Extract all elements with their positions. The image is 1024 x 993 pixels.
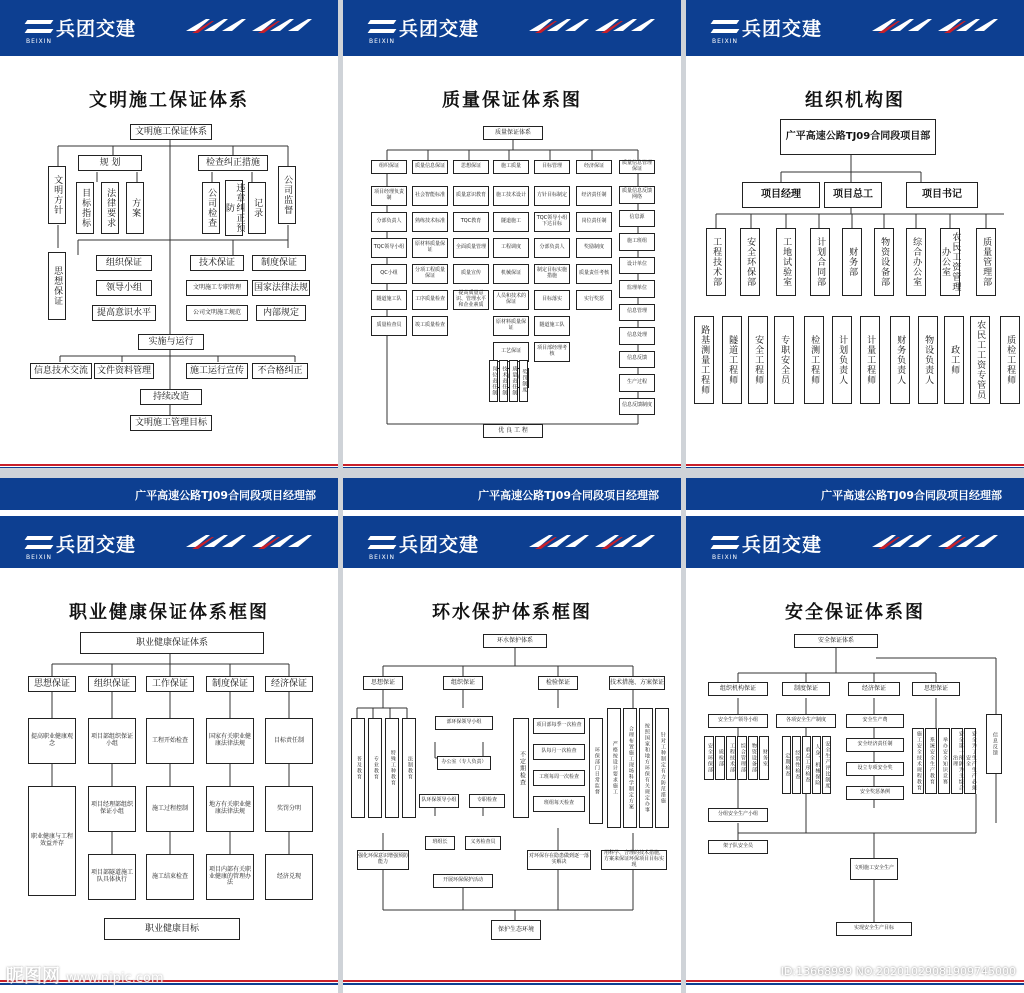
plan-item: 法律要求 <box>101 182 119 234</box>
row2-item: 施工过程控制 <box>146 786 194 832</box>
check-item: 公司检查 <box>202 182 220 234</box>
column-item: 熟练技术标准 <box>412 212 448 232</box>
awareness-box: 提高意识水平 <box>92 305 156 321</box>
column-item: 信息管理 <box>619 304 655 322</box>
page-title: 环水保护体系框图 <box>432 602 592 623</box>
think-item: 普及教育 <box>351 718 365 818</box>
column-item: 工序质量检查 <box>412 290 448 310</box>
panel-environmental-protection <box>343 478 681 993</box>
watermark: 昵图网 www.nipic.com <box>6 966 164 987</box>
staff-box: 农民工工资专管员 <box>970 316 990 404</box>
column-item: 项目经理负责制 <box>371 186 407 206</box>
row1-item: 工程开始检查 <box>146 718 194 764</box>
brand-logo: 兵团交建 <box>712 12 822 42</box>
brand-logo: 兵团交建 <box>26 528 136 558</box>
org-vertical-item: 综合管理部 <box>737 736 747 780</box>
column-head: 经济保证 <box>265 676 313 692</box>
column-head: 组织机构保证 <box>708 682 768 696</box>
system-item: 各项安全生产制度 <box>776 714 836 728</box>
org-vertical-item: 财务室 <box>759 736 769 780</box>
column-item: 提高质量意识、管理水平和企业素质 <box>453 290 489 310</box>
bottom-stripe <box>343 462 681 468</box>
staff-box: 检测工程师 <box>804 316 824 404</box>
row2-item: 职业健康与工程效益并存 <box>28 786 76 896</box>
bottom-item: 信息技术交流 <box>30 363 92 379</box>
department-box: 质量管理部 <box>976 228 996 296</box>
column-item: TQC领导小组 <box>371 238 407 258</box>
tech-item: 公司文明施工规范 <box>186 305 248 321</box>
org-vertical-item: 物资设备部 <box>748 736 758 780</box>
goal-box: 优 良 工 程 <box>483 424 543 438</box>
panel-civilized-construction <box>0 0 338 468</box>
column-item: 信息反馈制度 <box>619 398 655 416</box>
org-item: 分组安全生产小组 <box>708 808 768 822</box>
root-box: 质量保证体系 <box>483 126 543 140</box>
check-box: 检查纠正措施 <box>198 155 268 171</box>
civil-box: 文明施工安全生产 <box>850 858 898 880</box>
column-item: 质量责任考核 <box>576 264 612 284</box>
column-head: 经济保证 <box>848 682 900 696</box>
bottom-stripe <box>343 978 681 987</box>
row2-item: 项目经理部组织保证小组 <box>88 786 136 832</box>
economy-item: 安全奖惩条例 <box>846 786 904 800</box>
brand-sub: BEIXIN <box>712 38 739 45</box>
staff-box: 计量工程师 <box>860 316 880 404</box>
department-box: 综合办公室 <box>906 228 926 296</box>
department-box: 财务部 <box>842 228 862 296</box>
column-head: 思想保证 <box>912 682 960 696</box>
bottom-stripe <box>0 462 338 468</box>
check-item: 班组每天检查 <box>533 796 585 812</box>
bottom-item: 不合格纠正 <box>252 363 308 379</box>
tech-item: 针对工种制定有力防范措施 <box>655 708 669 828</box>
brand-sub: BEIXIN <box>369 38 396 45</box>
improve-box: 持续改造 <box>140 389 202 405</box>
staff-box: 质检工程师 <box>1000 316 1020 404</box>
think-vertical-item: 施工安全技术规程教育 <box>912 728 924 794</box>
column-item: 质量信息反馈网络 <box>619 186 655 204</box>
think-result: 强化环保意识增强预防能力 <box>357 850 409 870</box>
project-strip-text: 广平高速公路TJ09合同段项目经理部 <box>478 489 659 502</box>
org-item: 专职检查 <box>469 794 505 808</box>
column-item: 监理单位 <box>619 280 655 298</box>
column-item: 工艺保证 <box>493 342 529 362</box>
org-item: 义务检查员 <box>465 836 501 850</box>
column-item: 施工技术设计 <box>493 186 529 206</box>
image-id: ID:13668999 NO:20201029081909745000 <box>780 965 1016 978</box>
column-item: 经济责任制 <box>576 186 612 206</box>
bottom-item: 文件资料管理 <box>94 363 154 379</box>
tech-item: 严格按设计要求施工 <box>607 708 621 828</box>
column-item: TQC领导小组下达目标 <box>534 212 570 232</box>
org-vertical-item: 质检部 <box>715 736 725 780</box>
column-head: 工作保证 <box>146 676 194 692</box>
think-vertical-item: 安全第一预防为主综合治理 <box>951 728 963 794</box>
root-box: 广平高速公路TJ09合同段项目部 <box>780 119 936 155</box>
column-item: 信息反馈 <box>619 351 655 369</box>
think-item: 法制教育 <box>402 718 416 818</box>
panel-occupational-health <box>0 478 338 993</box>
column-item: 隧道施工队 <box>371 290 407 310</box>
system-vertical-item: 经常性检查 <box>792 736 801 794</box>
panel-organization-chart <box>686 0 1024 468</box>
page-title: 职业健康保证体系框图 <box>69 602 269 623</box>
economy-item: 安全生产费 <box>846 714 904 728</box>
org-item: 部环保领导小组 <box>435 716 493 730</box>
column-head: 思想保证 <box>363 676 403 690</box>
panel-safety-assurance <box>686 478 1024 993</box>
staff-box: 专职安全员 <box>774 316 794 404</box>
check-item: 违章纠正预防 <box>225 180 243 236</box>
bottom-stripe <box>686 978 1024 987</box>
manager-box: 项目书记 <box>906 182 978 208</box>
column-item: 隧道施工队 <box>534 316 570 336</box>
staff-box: 隧道工程师 <box>722 316 742 404</box>
system-vertical-item: 定期检查 <box>782 736 791 794</box>
bottom-vertical: 奖罚制度 <box>519 360 528 402</box>
column-item: 人员和技术的保证 <box>493 290 529 310</box>
org-item: 架子队安全员 <box>708 840 768 854</box>
column-head: 经济保证 <box>576 160 612 174</box>
row1-item: 提高职业健康观念 <box>28 718 76 764</box>
department-box: 工程技术部 <box>706 228 726 296</box>
column-item: 制定目标实施措施 <box>534 264 570 284</box>
check-item: 工班每周一次检查 <box>533 770 585 786</box>
staff-box: 财务负责人 <box>890 316 910 404</box>
goal-box: 文明施工管理目标 <box>130 415 212 431</box>
column-item: 施工班组 <box>619 233 655 251</box>
column-item: 信息处理 <box>619 327 655 345</box>
column-item: 分部负责人 <box>534 238 570 258</box>
column-head: 组织保证 <box>371 160 407 174</box>
system-box: 制度保证 <box>252 255 306 271</box>
column-item: 项目部经理考核 <box>534 342 570 362</box>
think-item: 特殊工种教育 <box>385 718 399 818</box>
staff-box: 政工师 <box>944 316 964 404</box>
column-item: 社会智能标准 <box>412 186 448 206</box>
staff-box: 物设负责人 <box>918 316 938 404</box>
column-head: 施工质量 <box>493 160 529 174</box>
column-head: 技术措施、方案保证 <box>609 676 665 690</box>
column-item: 分项工程质量保证 <box>412 264 448 284</box>
page-title: 安全保证体系图 <box>785 602 925 623</box>
brand-logo: 兵团交建 <box>369 12 479 42</box>
column-item: 机械保证 <box>493 264 529 284</box>
economy-item: 设立专项安全奖 <box>846 762 904 776</box>
column-item: 分部负责人 <box>371 212 407 232</box>
column-head: 目标管理 <box>534 160 570 174</box>
root-box: 安全保证体系 <box>794 634 878 648</box>
project-strip-text: 广平高速公路TJ09合同段项目经理部 <box>135 489 316 502</box>
row3-item: 施工结束检查 <box>146 854 194 900</box>
check-item: 队每月一次检查 <box>533 744 585 760</box>
org-vertical-item: 工程技术部 <box>726 736 736 780</box>
tech-item: 合理布置施工现场科学制定方案 <box>623 708 637 828</box>
think-vertical-item: 系统安全生产教育 <box>925 728 937 794</box>
bottom-vertical: 岗位责任制 <box>489 360 498 402</box>
info-feedback: 信息反馈 <box>986 714 1002 774</box>
think-vertical-item: 举办安全知识竞赛 <box>938 728 950 794</box>
org-item: 安全生产领导小组 <box>708 714 768 728</box>
brand-sub: BEIXIN <box>369 554 396 561</box>
column-item: 质量意识教育 <box>453 186 489 206</box>
column-item: 全面质量管理 <box>453 238 489 258</box>
left-vertical-box: 文明方针 <box>48 166 66 224</box>
goal-box: 职业健康目标 <box>104 918 240 940</box>
department-box: 计划合同部 <box>810 228 830 296</box>
implement-box: 实施与运行 <box>138 334 204 350</box>
column-item: QC小组 <box>371 264 407 284</box>
page-title: 文明施工保证体系 <box>89 90 249 111</box>
panel-quality-assurance <box>343 0 681 468</box>
column-head: 制度保证 <box>782 682 830 696</box>
row1-item: 目标责任制 <box>265 718 313 764</box>
column-item: 质量宣传 <box>453 264 489 284</box>
tech-item: 按照国家和地方环保有关规定办事 <box>639 708 653 828</box>
tech-result: 用科学、合理的技术措施，方案来保证环保项目目标实现 <box>601 850 667 870</box>
thought-box: 思想保证 <box>48 252 66 320</box>
org-box: 组织保证 <box>96 255 152 271</box>
goal-box: 实现安全生产目标 <box>836 922 912 936</box>
department-box: 工地试验室 <box>776 228 796 296</box>
row1-item: 国家有关职业健康法律法规 <box>206 718 254 764</box>
column-head: 组织保证 <box>443 676 483 690</box>
leader-box: 领导小组 <box>96 280 152 296</box>
plan-item: 目标指标 <box>76 182 94 234</box>
system-item: 国家法律法规 <box>252 280 310 296</box>
column-item: 原材料质量保证 <box>493 316 529 336</box>
column-item: 竣工质量检查 <box>412 316 448 336</box>
org-item: 队环保领导小组 <box>419 794 459 808</box>
column-head: 质量信息保证 <box>412 160 448 174</box>
org-item: 班组长 <box>425 836 455 850</box>
manager-box: 项目总工 <box>824 182 882 208</box>
row3-item: 项目部隧道施工队具体执行 <box>88 854 136 900</box>
check-vertical: 环保部门日常监督 <box>589 718 603 824</box>
column-head: 思想保证 <box>453 160 489 174</box>
system-vertical-item: 安全生产评比制度 <box>822 736 831 794</box>
manager-box: 项目经理 <box>742 182 820 208</box>
root-box: 环水保护体系 <box>483 634 547 648</box>
check-vertical: 不定期检查 <box>513 718 529 818</box>
row2-item: 奖罚分明 <box>265 786 313 832</box>
bottom-item: 施工运行宣传 <box>186 363 248 379</box>
column-item: 工程调度 <box>493 238 529 258</box>
column-head: 检验保证 <box>538 676 578 690</box>
brand-logo: 兵团交建 <box>712 528 822 558</box>
column-item: 方针目标制定 <box>534 186 570 206</box>
staff-box: 安全工程师 <box>748 316 768 404</box>
check-result: 对环保存在隐患做到逐一落实解决 <box>527 850 591 870</box>
row3-item: 项目内部有关职业健康的管理办法 <box>206 854 254 900</box>
page-title: 组织机构图 <box>805 90 905 111</box>
root-box: 文明施工保证体系 <box>130 124 212 140</box>
row1-item: 项目部组织保证小组 <box>88 718 136 764</box>
tech-box: 技术保证 <box>190 255 244 271</box>
economy-item: 安全经济责任制 <box>846 738 904 752</box>
bottom-vertical: 技术责任制 <box>499 360 508 402</box>
goal-box: 保护生态环境 <box>491 920 541 940</box>
org-result: 开展环保保护活动 <box>433 874 493 888</box>
bottom-vertical: 质量责任制 <box>509 360 518 402</box>
project-strip-text: 广平高速公路TJ09合同段项目经理部 <box>821 489 1002 502</box>
system-vertical-item: 重点工序检查 <box>802 736 811 794</box>
root-box: 职业健康保证体系 <box>80 632 264 654</box>
system-vertical-item: 人身、机械保险 <box>812 736 821 794</box>
column-item: 信息源 <box>619 210 655 228</box>
department-box: 农民工资管理办公室 <box>940 228 960 296</box>
column-item: 原材料质量保证 <box>412 238 448 258</box>
page-title: 质量保证体系图 <box>442 90 582 111</box>
brand-logo: 兵团交建 <box>369 528 479 558</box>
row3-item: 经济兑现 <box>265 854 313 900</box>
brand-sub: BEIXIN <box>26 38 53 45</box>
check-item: 记录 <box>248 182 266 234</box>
system-item: 内部规定 <box>256 305 306 321</box>
column-head: 质量信息管理保证 <box>619 160 655 174</box>
department-box: 安全环保部 <box>740 228 760 296</box>
column-item: 生产过程 <box>619 374 655 392</box>
tech-item: 文明施工专职管理 <box>186 280 248 296</box>
column-item: TQC教育 <box>453 212 489 232</box>
column-item: 奖励制度 <box>576 238 612 258</box>
department-box: 物资设备部 <box>874 228 894 296</box>
plan-item: 方案 <box>126 182 144 234</box>
column-item: 实行奖惩 <box>576 290 612 310</box>
column-head: 组织保证 <box>88 676 136 692</box>
org-vertical-item: 安全环保部 <box>704 736 714 780</box>
bottom-stripe <box>686 462 1024 468</box>
column-item: 目标落实 <box>534 290 570 310</box>
right-vertical-box: 公司监督 <box>278 166 296 224</box>
staff-box: 计划负责人 <box>832 316 852 404</box>
brand-logo: 兵团交建 <box>26 12 136 42</box>
column-item: 设计单位 <box>619 257 655 275</box>
column-item: 隧道施工 <box>493 212 529 232</box>
think-item: 专业教育 <box>368 718 382 818</box>
column-head: 制度保证 <box>206 676 254 692</box>
staff-box: 路基测量工程师 <box>694 316 714 404</box>
plan-box: 规 划 <box>78 155 142 171</box>
think-vertical-item: 安全为了生产生产必须安全 <box>964 728 976 794</box>
brand-sub: BEIXIN <box>26 554 53 561</box>
row2-item: 地方有关职业健康法律法规 <box>206 786 254 832</box>
brand-sub: BEIXIN <box>712 554 739 561</box>
column-item: 岗位责任制 <box>576 212 612 232</box>
check-item: 项目部每季一次检查 <box>533 718 585 734</box>
org-item: 办公室（专人负责） <box>437 756 491 770</box>
column-item: 质量检查员 <box>371 316 407 336</box>
column-head: 思想保证 <box>28 676 76 692</box>
